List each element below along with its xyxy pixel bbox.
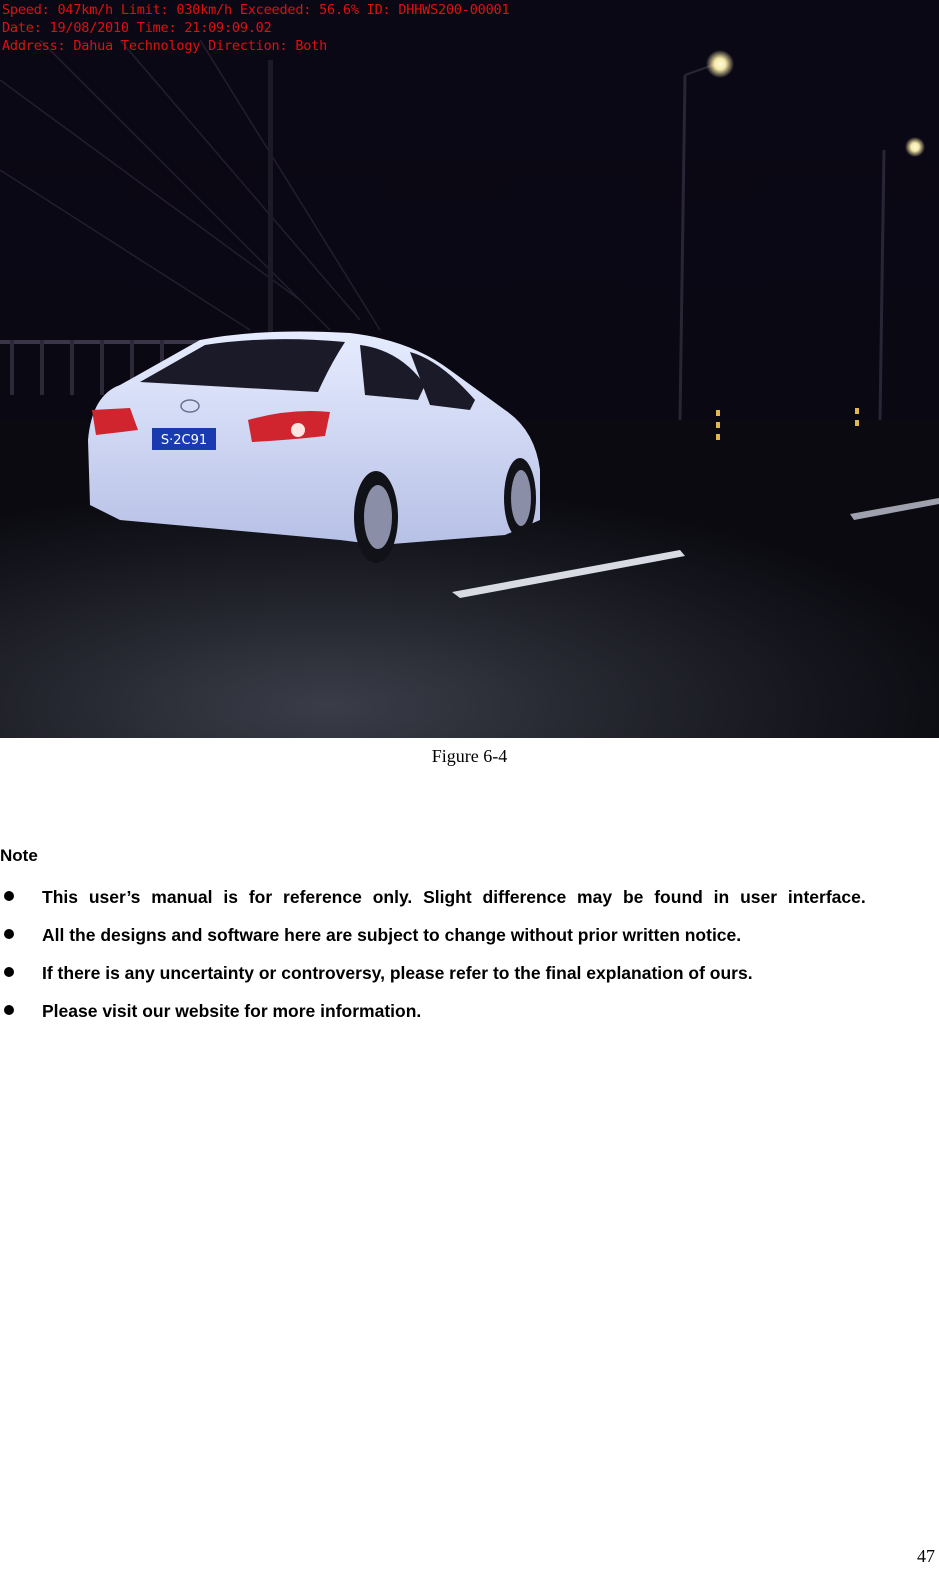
bullet-icon (4, 1005, 14, 1015)
bullet-icon (4, 891, 14, 901)
list-item (0, 992, 939, 1030)
list-item (0, 878, 939, 916)
overlay-date-line: Date: 19/08/2010 Time: 21:09:09.02 (2, 20, 272, 36)
note-list (0, 878, 939, 1030)
overlay-speed-line: Speed: 047km/h Limit: 030km/h Exceeded: 56.6% ID: DHHWS200-00001 (2, 2, 510, 18)
list-item-text: This user’s manual is for reference only. Slight difference may be found in user interface. (42, 887, 866, 907)
night-road-scene (0, 0, 939, 738)
license-plate: S·2C91 (160, 433, 208, 448)
list-item-text: Please visit our website for more information. (42, 1001, 422, 1021)
figure-caption: Figure 6-4 (431, 746, 508, 766)
bullet-icon (4, 929, 14, 939)
list-item-text: If there is any uncertainty or controversy, please refer to the final explanation of ours. (42, 963, 753, 983)
note-title: Note (0, 846, 38, 865)
list-item (0, 916, 939, 954)
page-number: 47 (917, 1546, 935, 1566)
overlay-address-line: Address: Dahua Technology Direction: Both (2, 38, 328, 54)
list-item (0, 954, 939, 992)
bullet-icon (4, 967, 14, 977)
traffic-camera-photo (0, 0, 939, 738)
list-item-text: All the designs and software here are subject to change without prior written notice. (42, 925, 742, 945)
